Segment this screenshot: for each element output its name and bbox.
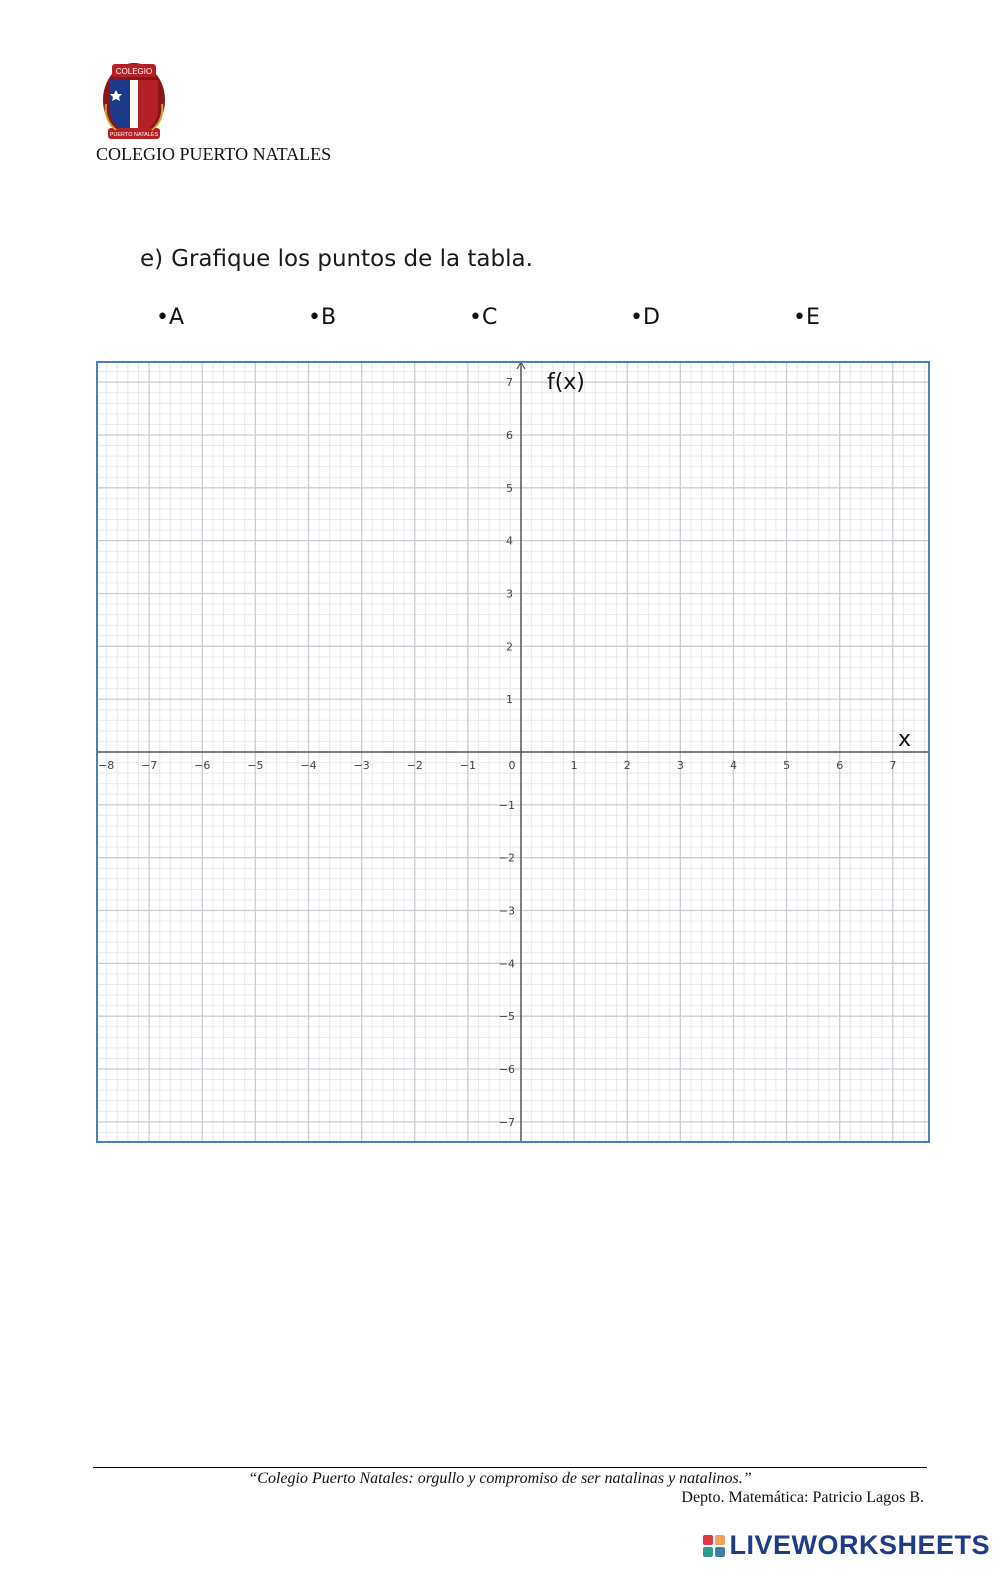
icon-square	[703, 1535, 713, 1545]
x-tick-label: −3	[353, 759, 370, 772]
department-credit: Depto. Matemática: Patricio Lagos B.	[681, 1489, 924, 1506]
point-bullet: •	[308, 305, 321, 330]
coordinate-plane[interactable]	[96, 361, 930, 1143]
logo-top-text: COLEGIO	[115, 67, 153, 76]
y-tick-label: −4	[498, 957, 515, 971]
y-tick-label: −6	[498, 1063, 515, 1077]
x-tick-label: 5	[783, 759, 791, 772]
footer-divider	[93, 1467, 927, 1468]
x-tick-label: −5	[247, 759, 264, 772]
x-tick-label: 4	[729, 759, 737, 772]
x-axis-label: x	[898, 727, 912, 752]
point-bullet: •	[793, 305, 806, 330]
y-tick-label: 1	[505, 693, 513, 707]
x-tick-label: −4	[300, 759, 317, 772]
school-motto: “Colegio Puerto Natales: orgullo y compromiso de ser natalinas y natalinos.”	[248, 1470, 752, 1487]
point-bullet: •	[156, 305, 169, 330]
logo-bottom-text: PUERTO NATALES	[109, 132, 159, 138]
y-tick-label: 5	[505, 481, 513, 495]
y-tick-label: 2	[505, 640, 513, 654]
point-a[interactable]	[156, 305, 184, 330]
icon-square	[703, 1547, 713, 1557]
x-tick-label: −1	[459, 759, 476, 772]
x-tick-label: −6	[194, 759, 211, 772]
point-label: D	[642, 305, 660, 330]
point-bullet: •	[630, 305, 643, 330]
y-tick-label: 7	[505, 376, 513, 390]
question-text: Grafique los puntos de la tabla.	[171, 246, 533, 272]
x-tick-label: −7	[141, 759, 158, 772]
x-tick-label: 7	[889, 759, 897, 772]
x-tick-label: 6	[836, 759, 844, 772]
point-e[interactable]	[793, 305, 820, 330]
point-bullet: •	[469, 305, 482, 330]
brand-name: LIVEWORKSHEETS	[729, 1530, 990, 1560]
icon-square	[715, 1547, 725, 1557]
y-tick-label: −3	[498, 904, 515, 918]
point-label: C	[481, 305, 498, 330]
y-tick-label: −2	[498, 851, 515, 865]
x-tick-label: −2	[406, 759, 423, 772]
point-label: A	[168, 305, 185, 330]
axes	[96, 361, 930, 1143]
x-tick-label: 2	[623, 759, 631, 772]
point-label: E	[805, 305, 820, 330]
y-tick-label: −7	[498, 1115, 515, 1129]
y-tick-label: 6	[505, 428, 513, 442]
x-tick-label: 0	[508, 759, 516, 772]
point-d[interactable]	[630, 305, 660, 330]
coordinate-plane-svg[interactable]	[96, 361, 930, 1143]
liveworksheets-icon	[703, 1535, 725, 1557]
point-c[interactable]	[469, 305, 497, 330]
school-logo	[98, 58, 170, 142]
icon-square	[715, 1535, 725, 1545]
question-number: e)	[140, 246, 164, 272]
x-tick-label: −8	[98, 759, 115, 772]
y-tick-label: −1	[498, 798, 515, 812]
x-tick-label: 1	[570, 759, 578, 772]
point-b[interactable]	[308, 305, 336, 330]
y-tick-label: −5	[498, 1010, 515, 1024]
y-tick-label: 4	[505, 534, 513, 548]
point-label: B	[320, 305, 337, 330]
y-axis-label: f(x)	[546, 370, 585, 395]
x-tick-label: 3	[676, 759, 684, 772]
y-tick-label: 3	[505, 587, 513, 601]
logo-center-bar	[130, 80, 138, 128]
question-instruction	[140, 246, 533, 272]
liveworksheets-brand[interactable]	[703, 1530, 990, 1561]
school-name: COLEGIO PUERTO NATALES	[96, 144, 332, 164]
